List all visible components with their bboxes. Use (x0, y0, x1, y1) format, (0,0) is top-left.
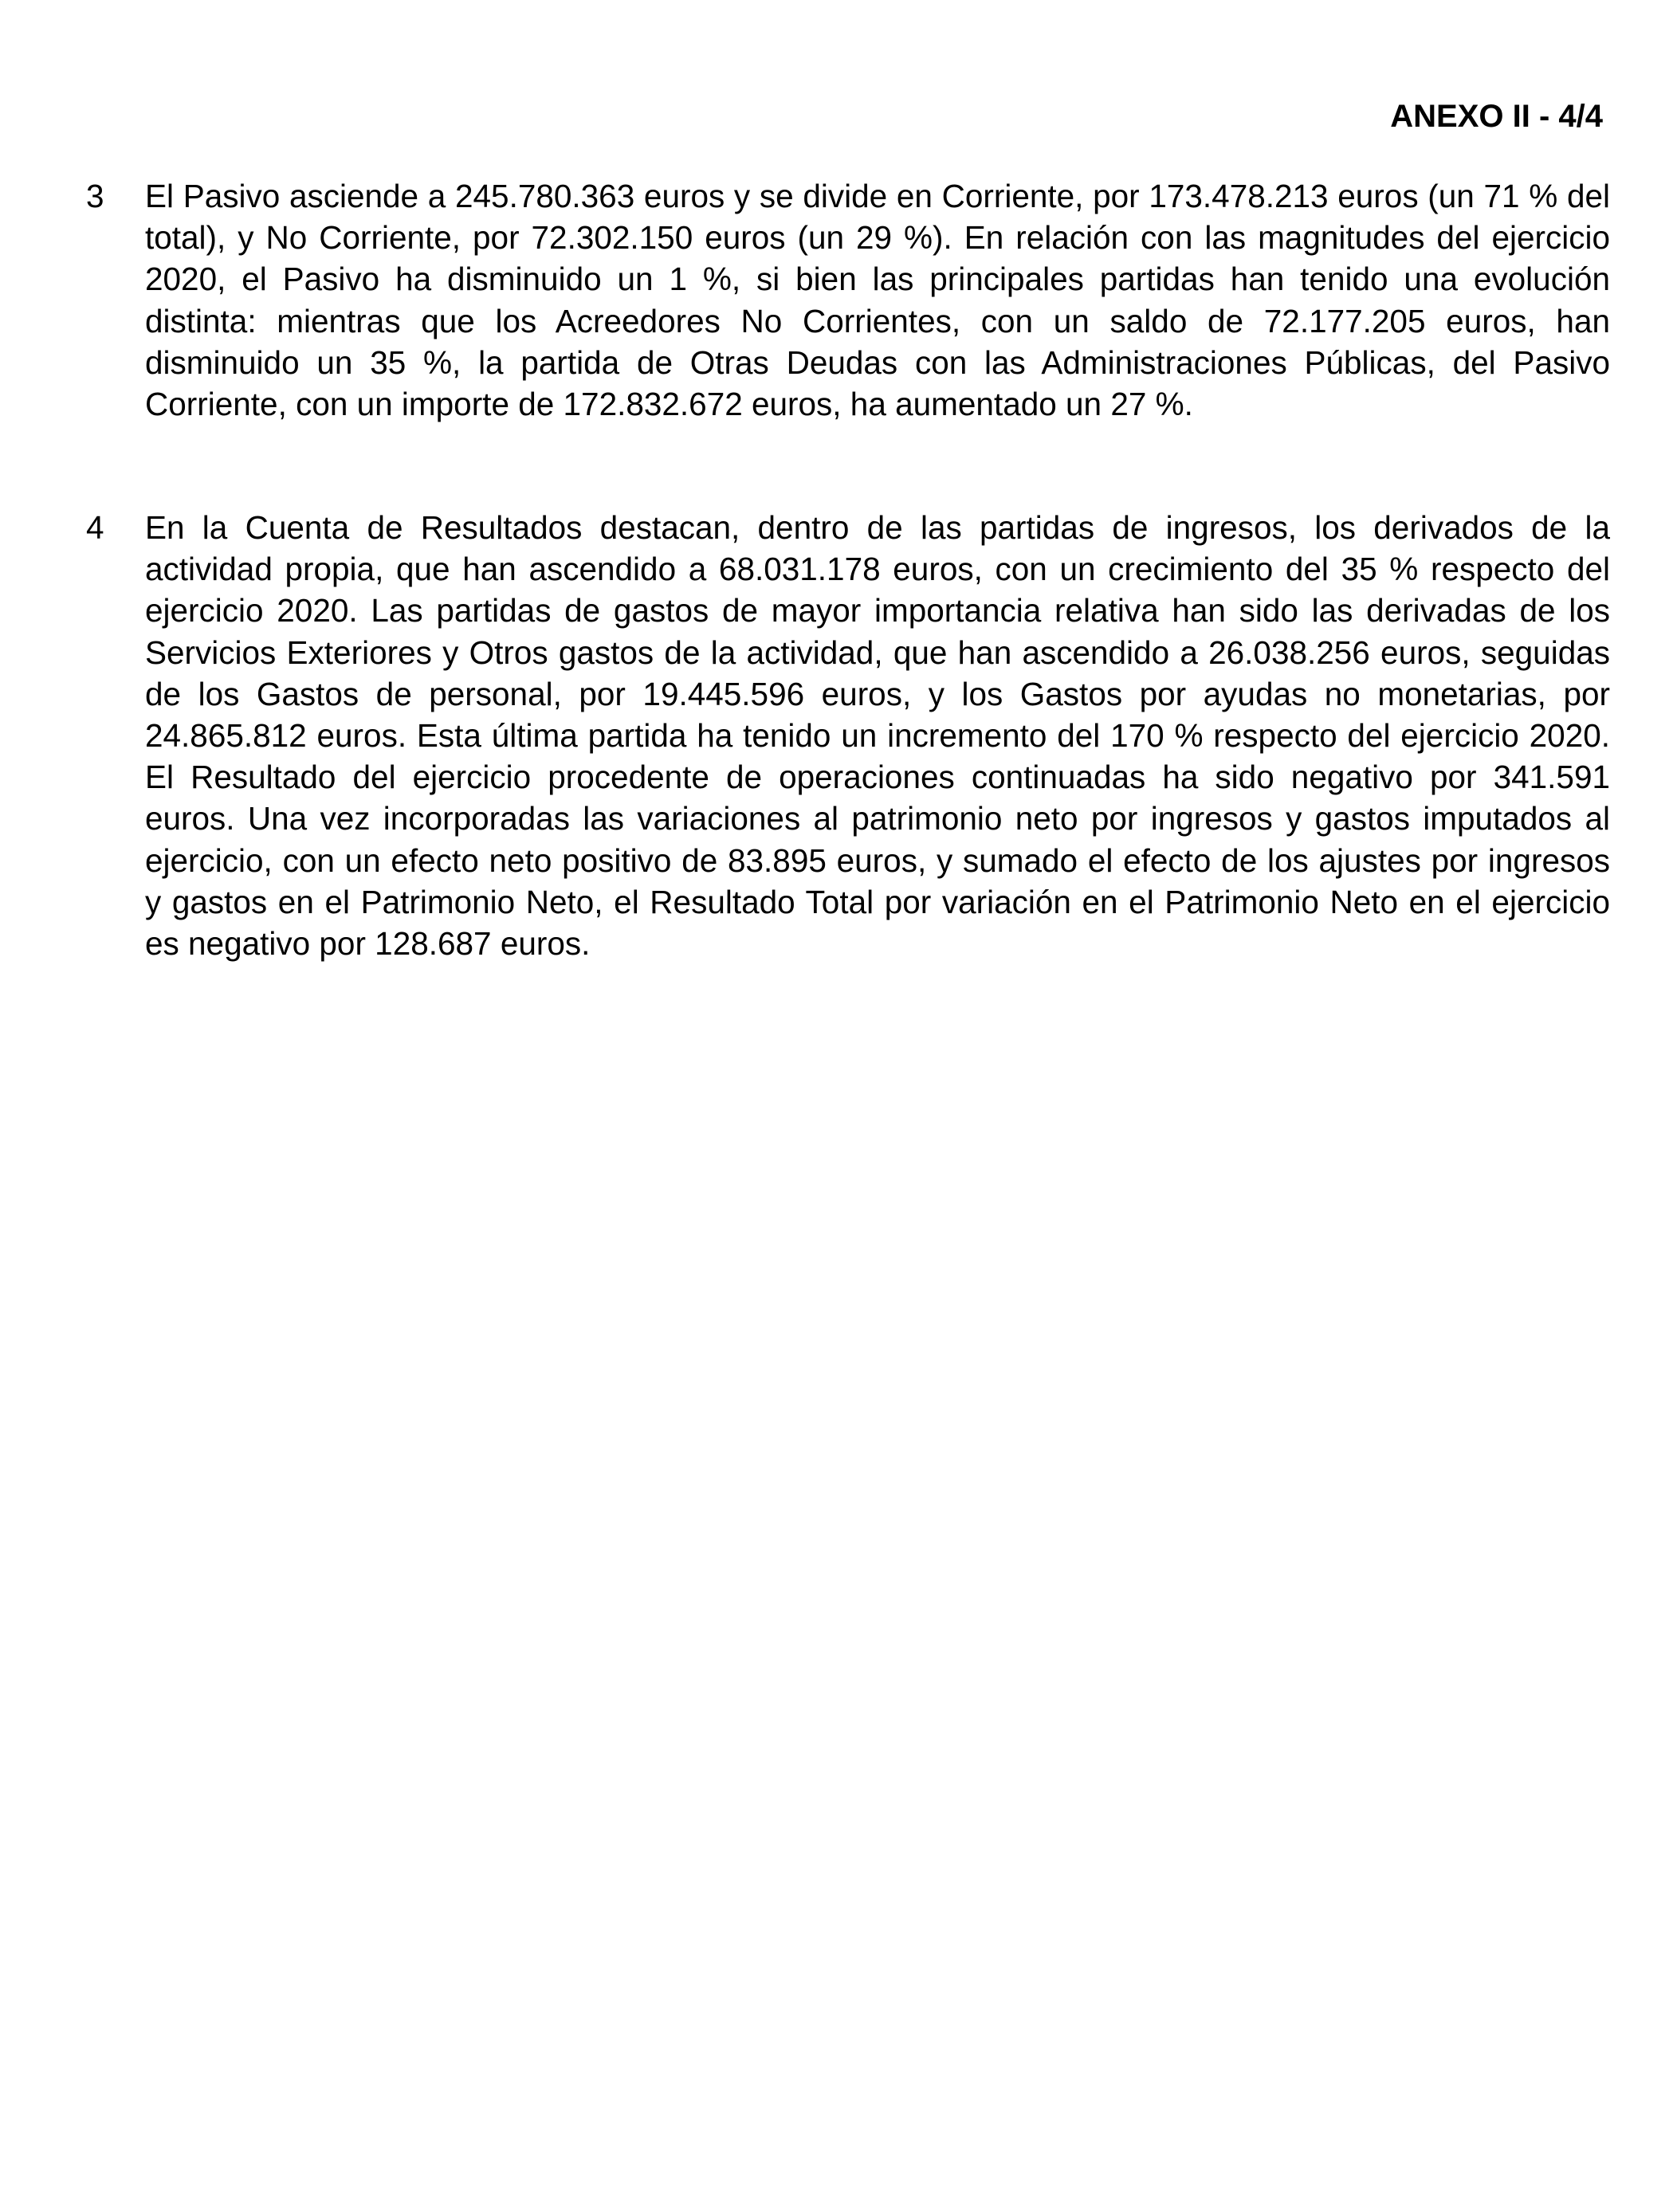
paragraph-text: En la Cuenta de Resultados destacan, dentro de las partidas de ingresos, los derivados de la actividad propia, que han ascendido a 68.031.178 euros, con un crecimiento del 35 % respecto del ejercicio 2020. Las partidas de gastos de mayor importancia relativa han sido las derivadas de los Servicios Exteriores y Otros gastos de la actividad, que han ascendido a 26.038.256 euros, seguidas de los Gastos de personal, por 19.445.596 euros, y los Gastos por ayudas no monetarias, por 24.865.812 euros. Esta última partida ha tenido un incremento del 170 % respecto del ejercicio 2020. El Resultado del ejercicio procedente de operaciones continuadas ha sido negativo por 341.591 euros. Una vez incorporadas las variaciones al patrimonio neto por ingresos y gastos imputados al ejercicio, con un efecto neto positivo de 83.895 euros, y sumado el efecto de los ajustes por ingresos y gastos en el Patrimonio Neto, el Resultado Total por variación en el Patrimonio Neto en el ejercicio es negativo por 128.687 euros. (145, 509, 1610, 963)
paragraph-text: El Pasivo asciende a 245.780.363 euros y se divide en Corriente, por 173.478.213 euros (un 71 % del total), y No Corriente, por 72.302.150 euros (un 29 %). En relación con las magnitudes del ejercicio 2020, el Pasivo ha disminuido un 1 %, si bien las principales partidas han tenido una evolución distinta: mientras que los Acreedores No Corrientes, con un saldo de 72.177.205 euros, han disminuido un 35 %, la partida de Otras Deudas con las Administraciones Públicas, del Pasivo Corriente, con un importe de 172.832.672 euros, ha aumentado un 27 %. (145, 178, 1610, 423)
paragraph-number: 4 (86, 509, 104, 546)
page-title: ANEXO II - 4/4 (1390, 99, 1603, 134)
paragraph-number: 3 (86, 178, 104, 214)
